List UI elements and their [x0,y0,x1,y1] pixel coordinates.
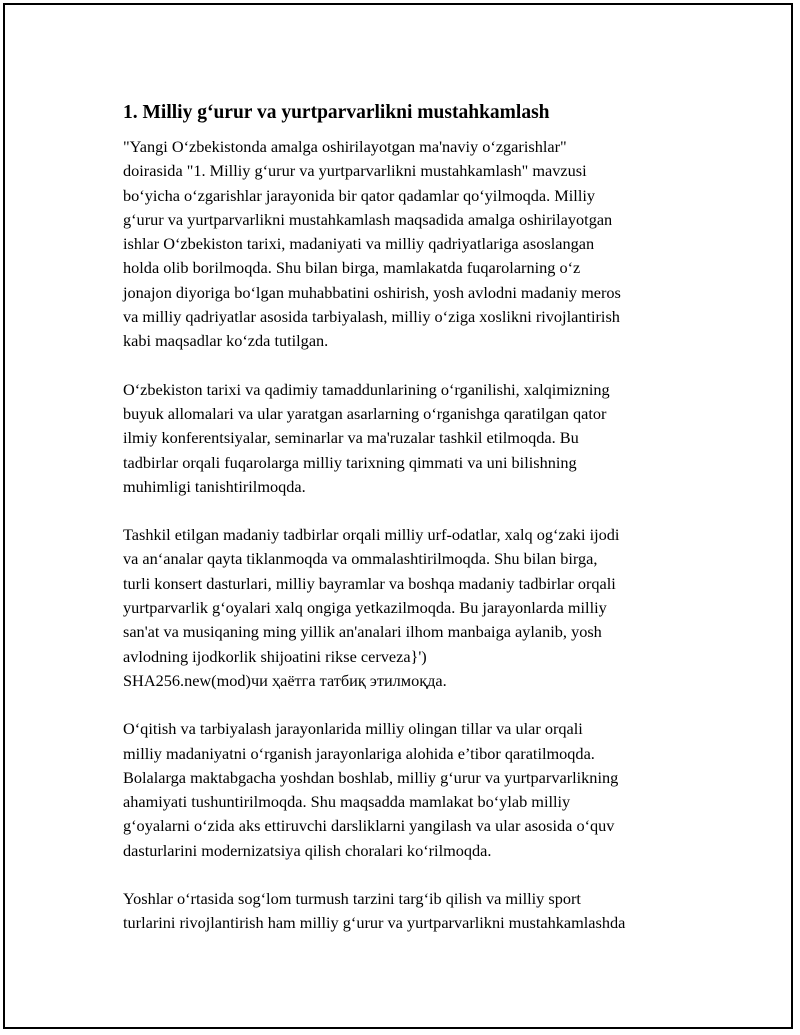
text-line: ahamiyati tushuntirilmoqda. Shu maqsadda mamlakat bo‘ylab milliy [123,792,571,812]
text-line: va an‘analar qayta tiklanmoqda va ommalashtirilmoqda. Shu bilan birga, [123,549,598,569]
document-content [123,101,703,960]
text-line: O‘zbekiston tarixi va qadimiy tamaddunlarining o‘rganilishi, xalqimizning [123,379,610,399]
text-line: holda olib borilmoqda. Shu bilan birga, mamlakatda fuqarolarning o‘z [123,258,581,278]
paragraph [123,717,703,863]
text-line: ilmiy konferentsiyalar, seminarlar va ma'ruzalar tashkil etilmoqda. Bu [123,428,579,448]
text-line: doirasida "1. Milliy g‘urur va yurtparvarlikni mustahkamlash" mavzusi [123,161,587,181]
text-line: SHA256.new(mod)чи ҳаётга татбиқ этилмоқда. [123,670,447,690]
text-line: turli konsert dasturlari, milliy bayramlar va boshqa madaniy tadbirlar orqali [123,573,616,593]
text-line: milliy madaniyatni o‘rganish jarayonlariga alohida e’tibor qaratilmoqda. [123,743,595,763]
text-line: bo‘yicha o‘zgarishlar jarayonida bir qator qadamlar qo‘yilmoqda. Milliy [123,185,596,205]
text-line: san'at va musiqaning ming yillik an'analari ilhom manbaiga aylanib, yosh [123,622,602,642]
paragraph [123,378,703,499]
document-title: 1. Milliy g‘urur va yurtparvarlikni mustahkamlash [123,102,550,123]
text-line: "Yangi O‘zbekistonda amalga oshirilayotgan ma'naviy o‘zgarishlar" [123,137,567,156]
text-line: avlodning ijodkorlik shijoatini rikse cerveza}') [123,646,427,666]
text-line: Bolalarga maktabgacha yoshdan boshlab, milliy g‘urur va yurtparvarlikning [123,767,619,787]
text-line: Yoshlar o‘rtasida sog‘lom turmush tarzini targ‘ib qilish va milliy sport [123,889,581,909]
text-line: buyuk allomalari va ular yaratgan asarlarning o‘rganishga qaratilgan qator [123,403,607,423]
text-line: g‘oyalarni o‘zida aks ettiruvchi darsliklarni yangilash va ular asosida o‘quv [123,816,615,836]
document-page [3,3,793,1029]
text-line: ishlar O‘zbekiston tarixi, madaniyati va milliy qadriyatlariga asoslangan [123,234,595,254]
text-line: g‘urur va yurtparvarlikni mustahkamlash maqsadida amalga oshirilayotgan [123,209,613,229]
text-line: dasturlarini modernizatsiya qilish choralari ko‘rilmoqda. [123,840,492,860]
text-line: yurtparvarlik g‘oyalari xalq ongiga yetkazilmoqda. Bu jarayonlarda milliy [123,598,607,618]
text-line: muhimligi tanishtirilmoqda. [123,476,306,496]
text-line: tadbirlar orqali fuqarolarga milliy tarixning qimmati va uni bilishning [123,452,577,472]
paragraph [123,887,703,936]
paragraph [123,135,703,354]
text-line: turlarini rivojlantirish ham milliy g‘urur va yurtparvarlikni mustahkamlashda [123,913,626,933]
text-line: jonajon diyoriga bo‘lgan muhabbatini oshirish, yosh avlodni madaniy meros [123,282,621,302]
paragraph [123,523,703,693]
text-line: O‘qitish va tarbiyalash jarayonlarida milliy olingan tillar va ular orqali [123,719,583,739]
text-line: kabi maqsadlar ko‘zda tutilgan. [123,331,329,351]
text-line: Tashkil etilgan madaniy tadbirlar orqali milliy urf-odatlar, xalq og‘zaki ijodi [123,525,620,545]
text-line: va milliy qadriyatlar asosida tarbiyalash, milliy o‘ziga xoslikni rivojlantirish [123,307,620,327]
